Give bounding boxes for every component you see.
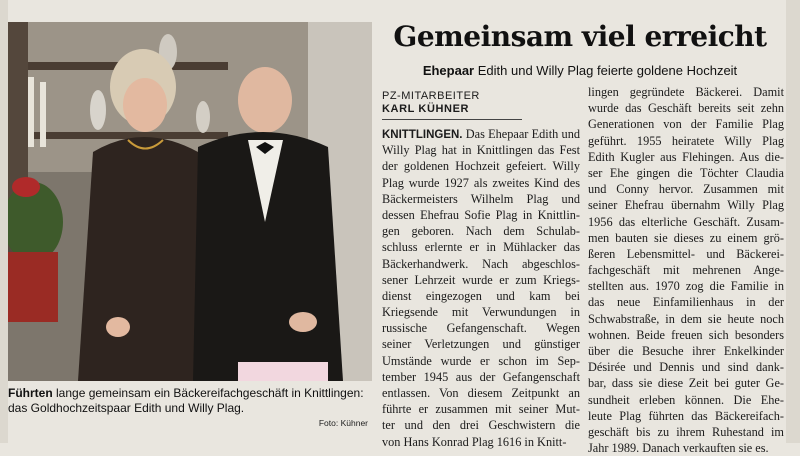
article-line: geführt. 1955 heiratete Willy Plag: [588, 133, 784, 148]
article-line: Bäckerhandwerk. Nach abgeschlos-: [382, 256, 580, 271]
article-line: ter und den drei Geschwistern die: [382, 418, 580, 433]
article-line: tember 1945 aus der Gefangenschaft: [382, 369, 580, 384]
photo-caption: [8, 386, 372, 428]
subheadline-lead: Ehepaar: [422, 63, 475, 78]
article-line: bar, dass sie diese Zeit bei guter Ge-: [588, 376, 784, 391]
article-line: men bauten sie dieses zu einem grö-: [588, 230, 784, 245]
article-line: [382, 126, 580, 142]
article-line: fachgeschäft mit mehrenen Ange-: [588, 263, 784, 278]
adjacent-article-right: [786, 0, 800, 443]
article-line: über die Besuche ihrer Enkelkinder: [588, 344, 784, 358]
article-line: seiner Verletzungen und günstiger: [382, 337, 580, 352]
article-line: führte er zusammen mit seiner Mut-: [382, 402, 580, 417]
article-column-1: [382, 126, 580, 450]
article-line: sundheit erleben können. Die Ehe-: [588, 392, 784, 407]
byline-role: PZ-MITARBEITER: [382, 90, 480, 102]
article-line: 1956 das elterliche Geschäft. Zusam-: [588, 214, 784, 229]
article-line: russische Gefangenschaft. Wegen: [382, 321, 580, 336]
article-line: ser Ehe gingen die Töchter Claudia: [588, 165, 784, 180]
article-line: ßeren Lebensmittel- und Bäckerei-: [588, 246, 784, 261]
column-1-body: [382, 142, 580, 450]
article-line: Generationen von der Familie Plag: [588, 117, 784, 132]
article-line: Désirée und Dennis und sind dank-: [588, 360, 784, 375]
article-line: schluss erlernte er in Mühlacker das: [382, 240, 580, 255]
article-column-2: [588, 84, 784, 456]
article-line: stellten aus. 1970 zog die Familie in: [588, 279, 784, 294]
article-line: geschäft bis zu ihrem Ruhestand im: [588, 424, 784, 439]
dateline: KNITTLINGEN.: [382, 129, 463, 141]
article-line: Schwabstraße, in dem sie heute noch: [588, 311, 784, 326]
article-line: seiner Ehefrau übernahm Willy Plag: [588, 198, 784, 213]
article-line: dessen Ehefrau Sofie Plag in Knittlin-: [382, 207, 580, 222]
article-line: von Hans Konrad Plag 1616 in Knitt-: [382, 434, 567, 449]
column-2-body: [588, 84, 784, 456]
article-line: der goldenen Hochzeit gefeiert. Willy: [382, 159, 580, 174]
couple-photo: [8, 22, 372, 381]
article-line: Willy Plag hat in Knittlingen das Fest: [382, 143, 580, 158]
caption-lead: Führten: [8, 386, 53, 400]
article-line: sener Lehrzeit wurde er zum Kriegs-: [382, 272, 580, 287]
caption-line1: lange gemeinsam ein Bäckereifachgeschäft in Knittlingen:: [56, 386, 364, 400]
article-headline: Gemeinsam viel erreicht: [393, 20, 767, 53]
article-line: entlassen. Von diesem Zeitpunkt an: [382, 386, 580, 400]
article-line: dienst eingezogen und kam bei: [382, 288, 580, 303]
article-subheadline: [378, 63, 782, 78]
article-line: Bäckermeisters Wilhelm Plag und: [382, 191, 580, 206]
article-line: Jahr 1989. Danach verkauften sie es.: [588, 441, 769, 456]
article-line: lingen gegründete Bäckerei. Damit: [588, 85, 784, 99]
caption-line2: das Goldhochzeitspaar Edith und Willy Plag.: [8, 401, 245, 415]
adjacent-article-left: [0, 0, 8, 443]
article-line: Kriegsende mit Verwundungen in: [382, 305, 580, 320]
article-line: gen geboren. Nach dem Schulab-: [382, 224, 580, 239]
article-first-line: Das Ehepaar Edith und: [465, 127, 580, 141]
subheadline-rest: Edith und Willy Plag feierte goldene Hochzeit: [477, 63, 738, 78]
article-line: wohnen. Beide freuen sich besonders: [588, 327, 784, 342]
article-line: leute Plag führten das Bäckereifach-: [588, 408, 784, 423]
photo-credit: Foto: Kühner: [318, 418, 368, 428]
couple-photo-illustration: [8, 22, 372, 381]
article-line: das neue Einfamilienhaus in der: [588, 295, 784, 310]
article-line: Umstände wurde er schon im Sep-: [382, 353, 580, 368]
article-line: Plag wurde 1927 als zweites Kind des: [382, 175, 580, 190]
article-line: und Conny hervor. Zusammen mit: [588, 182, 784, 197]
article-line: Edith Kugler aus Flehingen. Aus die-: [588, 149, 784, 164]
byline-divider: [382, 119, 522, 120]
article-line: wurde das Geschäft bereits seit zehn: [588, 101, 784, 116]
byline-name: KARL KÜHNER: [382, 103, 470, 115]
